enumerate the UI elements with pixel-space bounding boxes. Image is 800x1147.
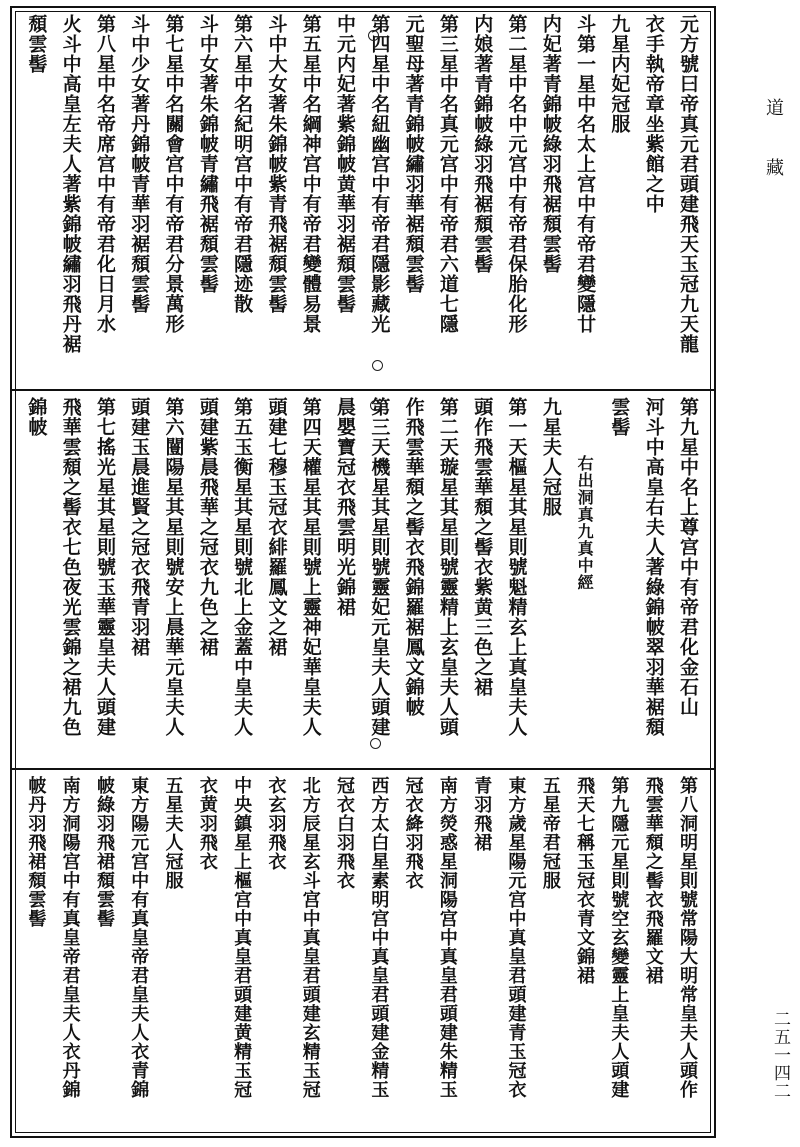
text-column: 中央鎮星上樞宫中真皇君頭建黄精玉冠 [231,776,253,1099]
text-column: 斗中大女著朱錦帔紫青飛裾頹雲髻 [265,14,288,314]
text-column: 第二星中名中元宫中有帝君保胎化形 [505,14,528,334]
text-column: 頭建七穆玉冠衣緋羅鳳文之裙 [265,397,288,657]
text-column: 西方太白星素明宫中真皇君頭建金精玉 [368,776,390,1099]
text-column: 斗中少女著丹錦帔青華羽裾頹雲髻 [128,14,151,314]
text-column: 冠衣白羽飛衣 [334,776,356,890]
text-column: 河斗中高皇右夫人著綠錦帔翠羽華裾頹 [642,397,665,737]
text-column: 冠衣絳羽飛衣 [402,776,424,890]
text-column: 右出洞真九真中經 [575,455,595,591]
text-column: 第九星中名上尊宫中有帝君化金石山 [677,397,699,717]
text-columns [20,397,706,764]
text-column: 飛華雲頹之髻衣七色夜光雲錦之裙九色 [59,397,82,737]
text-column: 頭建紫晨飛華之冠衣九色之裙 [196,397,219,657]
text-column: 元聖母著青錦帔繡羽華裾頹雲髻 [402,14,425,294]
text-column: 第二天璇星其星則號靈精上玄皇夫人頭 [436,397,459,737]
text-column: 衣黄羽飛衣 [196,776,218,871]
text-column: 元方號曰帝真元君頭建飛天玉冠九天龍 [677,14,699,354]
text-column: 内娘著青錦帔綠羽飛裾頹雲髻 [471,14,494,274]
register-middle [12,389,714,770]
text-column: 南方熒惑星洞陽宫中真皇君頭建朱精玉 [436,776,458,1099]
text-column: 頭建玉晨進賢之冠衣飛青羽裙 [128,397,151,657]
text-column: 帔丹羽飛裙頹雲髻 [25,776,47,928]
text-column: 斗第一星中名太上宫中有帝君變隱廿 [574,14,597,334]
text-column: 雲髻 [608,397,631,437]
text-column: 第六闓陽星其星則號安上晨華元皇夫人 [162,397,185,737]
text-column: 青羽飛裙 [471,776,493,852]
text-column: 飛天七稱玉冠衣青文錦裙 [574,776,596,985]
text-column: 火斗中高皇左夫人著紫錦帔繡羽飛丹裾 [59,14,82,354]
punctuation-circle [372,360,383,371]
text-column: 東方陽元宫中有真皇帝君皇夫人衣青錦 [128,776,150,1099]
punctuation-circle [370,400,381,411]
text-column: 第一天樞星其星則號魁精玄上真皇夫人 [505,397,528,737]
text-column: 第五星中名綱神宫中有帝君變體易景 [299,14,322,334]
text-column: 錦帔 [25,397,48,437]
text-column: 内妃著青錦帔綠羽飛裾頹雲髻 [539,14,562,274]
text-columns [20,14,706,383]
text-column: 第三星中名真元宫中有帝君六道七隱 [436,14,459,334]
text-column: 南方洞陽宫中有真皇帝君皇夫人衣丹錦 [59,776,81,1099]
text-column: 帔綠羽飛裙頹雲髻 [93,776,115,928]
text-column: 衣手執帝章坐紫館之中 [642,14,665,214]
side-page-number: 二五一四二 [770,1010,790,1100]
text-column: 第八星中名帝席宫中有帝君化日月水 [93,14,116,334]
text-column: 第四星中名紐幽宫中有帝君隱影藏光 [368,14,391,334]
text-column: 晨嬰寶冠衣飛雲明光錦裙 [334,397,357,617]
text-column: 第四天權星其星則號上靈神妃華皇夫人 [299,397,322,737]
text-columns [20,776,706,1132]
register-top [12,8,714,389]
text-column: 第六星中名紀明宫中有帝君隱迹散 [231,14,254,314]
text-column: 九星夫人冠服 [539,397,562,517]
text-column: 五星夫人冠服 [162,776,184,890]
text-column: 第九隱元星則號空玄變靈上皇夫人頭建 [608,776,630,1099]
text-column: 中元内妃著紫錦帔黄華羽裾頹雲髻 [334,14,357,314]
text-column: 第七星中名關會宫中有帝君分景萬形 [162,14,185,334]
text-column: 北方辰星玄斗宫中真皇君頭建玄精玉冠 [299,776,321,1099]
text-column: 作飛雲華頹之髻衣飛錦羅裾鳳文錦帔 [402,397,425,717]
punctuation-circle [368,30,379,41]
text-column: 飛雲華頹之髻衣飛羅文裙 [642,776,664,985]
text-column: 斗中女著朱錦帔青繡飛裾頹雲髻 [196,14,219,294]
text-column: 第三天機星其星則號靈妃元皇夫人頭建 [368,397,391,737]
text-column: 第七搖光星其星則號玉華靈皇夫人頭建 [93,397,116,737]
text-column: 頭作飛雲華頹之髻衣紫黄三色之裙 [471,397,494,697]
text-column: 九星内妃冠服 [608,14,631,134]
text-column: 五星帝君冠服 [539,776,561,890]
text-column: 東方歲星陽元宫中真皇君頭建青玉冠衣 [505,776,527,1099]
text-column: 第八洞明星則號常陽大明常皇夫人頭作 [677,776,698,1099]
text-column: 第五玉衡星其星則號北上金蓋中皇夫人 [231,397,254,737]
text-column: 衣玄羽飛衣 [265,776,287,871]
register-bottom [12,768,714,1138]
side-title: 道藏 [763,98,784,218]
text-column: 頹雲髻 [25,14,48,74]
punctuation-circle [370,738,381,749]
